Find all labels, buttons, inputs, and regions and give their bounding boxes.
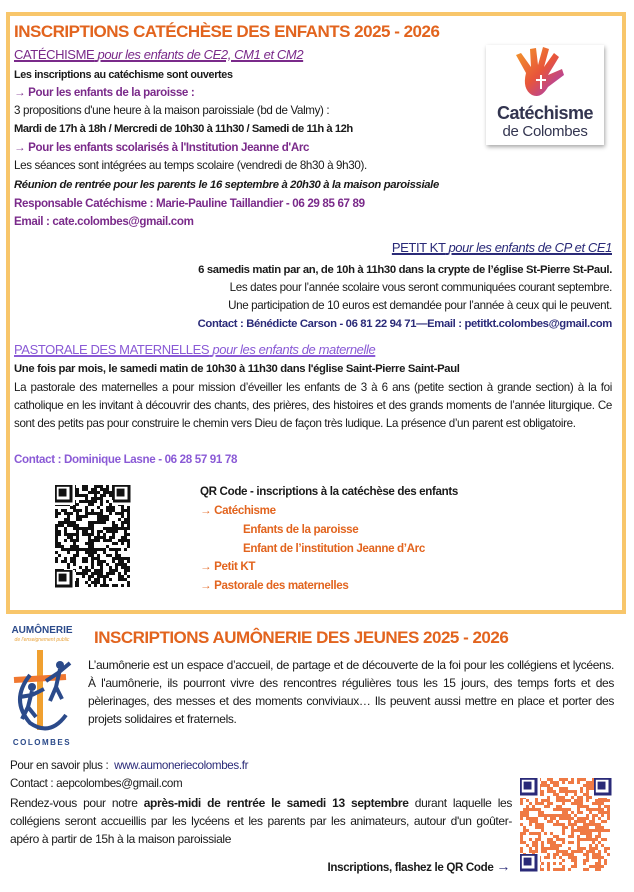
catechese-title: INSCRIPTIONS CATÉCHÈSE DES ENFANTS 2025 - 2026	[14, 22, 440, 41]
logo-tagline: de l'enseignement public	[14, 637, 70, 643]
aumonerie-logo	[6, 625, 78, 750]
qr-finder	[598, 782, 606, 790]
paroisse-label: → Pour les enfants de la paroisse :	[14, 86, 195, 99]
arrow-right-icon: →	[496, 858, 510, 874]
rdv-post: durant laquelle les collégiens seront accueillis par les lycéens et les parents par les animateurs, autour d'un goûter-apéro à partir de 15h à la maison paroissiale	[10, 796, 512, 846]
maternelles-heading	[14, 342, 375, 357]
petit-kt-heading	[392, 240, 612, 255]
qr-finder	[59, 489, 67, 497]
heading-sub: pour les enfants de maternelle	[212, 342, 376, 357]
qr-label: Inscriptions, flashez le QR Code	[327, 861, 494, 874]
qr-finder	[524, 858, 532, 866]
aumonerie-contact	[10, 775, 182, 793]
qr-item-paroisse: Enfants de la paroisse	[243, 523, 359, 536]
petit-kt-line2: Les dates pour l’année scolaire vous seront communiquées courant septembre.	[229, 281, 612, 294]
rdv-pre: Rendez-vous pour notre	[10, 796, 144, 810]
aumonerie-email[interactable]: aepcolombes@gmail.com	[56, 777, 183, 790]
logo-top: AUMÔNERIE	[11, 625, 73, 636]
qr-finder	[524, 782, 532, 790]
qr-item-petit-kt: → Petit KT	[200, 560, 256, 573]
paroisse-text: 3 propositions d'une heure à la maison paroissiale (bd de Valmy) :	[14, 104, 330, 117]
more-label: Pour en savoir plus :	[10, 759, 109, 772]
qr-item-maternelles: → Pastorale des maternelles	[200, 579, 349, 592]
qr-code-aumonerie[interactable]	[520, 778, 612, 872]
qr-item-institution: Enfant de l’institution Jeanne d’Arc	[243, 542, 425, 555]
catechisme-email[interactable]: Email : cate.colombes@gmail.com	[14, 215, 194, 228]
catechisme-logo	[486, 45, 604, 145]
institution-text: Les séances sont intégrées au temps scolaire (vendredi de 8h30 à 9h30).	[14, 159, 367, 172]
more-info	[10, 757, 248, 775]
maternelles-schedule: Une fois par mois, le samedi matin de 10h30 à 11h30 dans l'église Saint-Pierre Saint-Paul	[14, 363, 460, 375]
catechisme-heading	[14, 47, 303, 62]
reunion-rentree: Réunion de rentrée pour les parents le 16 septembre à 20h30 à la maison paroissiale	[14, 179, 439, 191]
qr-inscriptions-label	[328, 857, 511, 877]
heading-main: PASTORALE DES MATERNELLES	[14, 342, 210, 357]
maternelles-contact: Contact : Dominique Lasne - 06 28 57 91 78	[14, 453, 238, 466]
website-link[interactable]: www.aumoneriecolombes.fr	[114, 759, 249, 772]
petit-kt-line1: 6 samedis matin par an, de 10h à 11h30 dans la crypte de l’église St-Pierre St-Paul.	[198, 264, 612, 276]
heading-main: CATÉCHISME	[14, 47, 95, 62]
logo-line1: Catéchisme	[496, 103, 594, 123]
petit-kt-line3: Une participation de 10 euros est demandée pour l’année à ceux qui le peuvent.	[228, 299, 612, 312]
horaires: Mardi de 17h à 18h / Mercredi de 10h30 à 11h30 / Samedi de 11h à 12h	[14, 123, 353, 135]
qr-title: QR Code - inscriptions à la catéchèse des enfants	[200, 485, 458, 498]
qr-item-catechisme: → Catéchisme	[200, 504, 276, 517]
maternelles-description: La pastorale des maternelles a pour mission d’éveiller les enfants de 3 à 6 ans (petite section à grande section) à la foi catholique en les invitant à découvrir des chants, des prières, des histoires et des grands moments de l’année liturgique. Ce sont des petits pas pour construire le chemin vers Dieu de façon très ludique. La présence d’un parent est obligatoire.	[14, 381, 612, 430]
institution-label: → Pour les enfants scolarisés à l'Institution Jeanne d'Arc	[14, 141, 310, 154]
logo-bottom: COLOMBES	[12, 738, 72, 747]
rentree-text	[10, 794, 512, 848]
logo-line2: de Colombes	[502, 123, 588, 140]
inscriptions-open: Les inscriptions au catéchisme sont ouvertes	[14, 69, 233, 81]
heading-sub: pour les enfants de CE2, CM1 et CM2	[97, 47, 304, 62]
contact-label: Contact :	[10, 777, 54, 790]
rdv-bold: après-midi de rentrée le samedi 13 septembre	[143, 796, 409, 810]
cross-youth-icon	[10, 645, 74, 735]
aumonerie-description: L’aumônerie est un espace d’accueil, de partage et de découverte de la foi pour les collégiens et lycéens. À l'aumônerie, ils pourront vivre des rencontres régulières tous les 15 jours, des temps forts et des pèlerinages, des messes et des moments conviviaux… Ils peuvent aussi mettre en place et porter des projets solidaires et fraternels.	[88, 658, 614, 726]
responsable: Responsable Catéchisme : Marie-Pauline Taillandier - 06 29 85 67 89	[14, 197, 365, 210]
heading-sub: pour les enfants de CP et CE1	[448, 240, 612, 255]
qr-finder	[59, 574, 67, 582]
hand-icon	[486, 45, 604, 105]
qr-code-catechese[interactable]	[55, 485, 131, 588]
qr-finder	[117, 489, 125, 497]
petit-kt-contact: Contact : Bénédicte Carson - 06 81 22 94 71—Email : petitkt.colombes@gmail.com	[197, 318, 612, 330]
aumonerie-title: INSCRIPTIONS AUMÔNERIE DES JEUNES 2025 - 2026	[94, 628, 509, 647]
heading-main: PETIT KT	[391, 240, 446, 255]
